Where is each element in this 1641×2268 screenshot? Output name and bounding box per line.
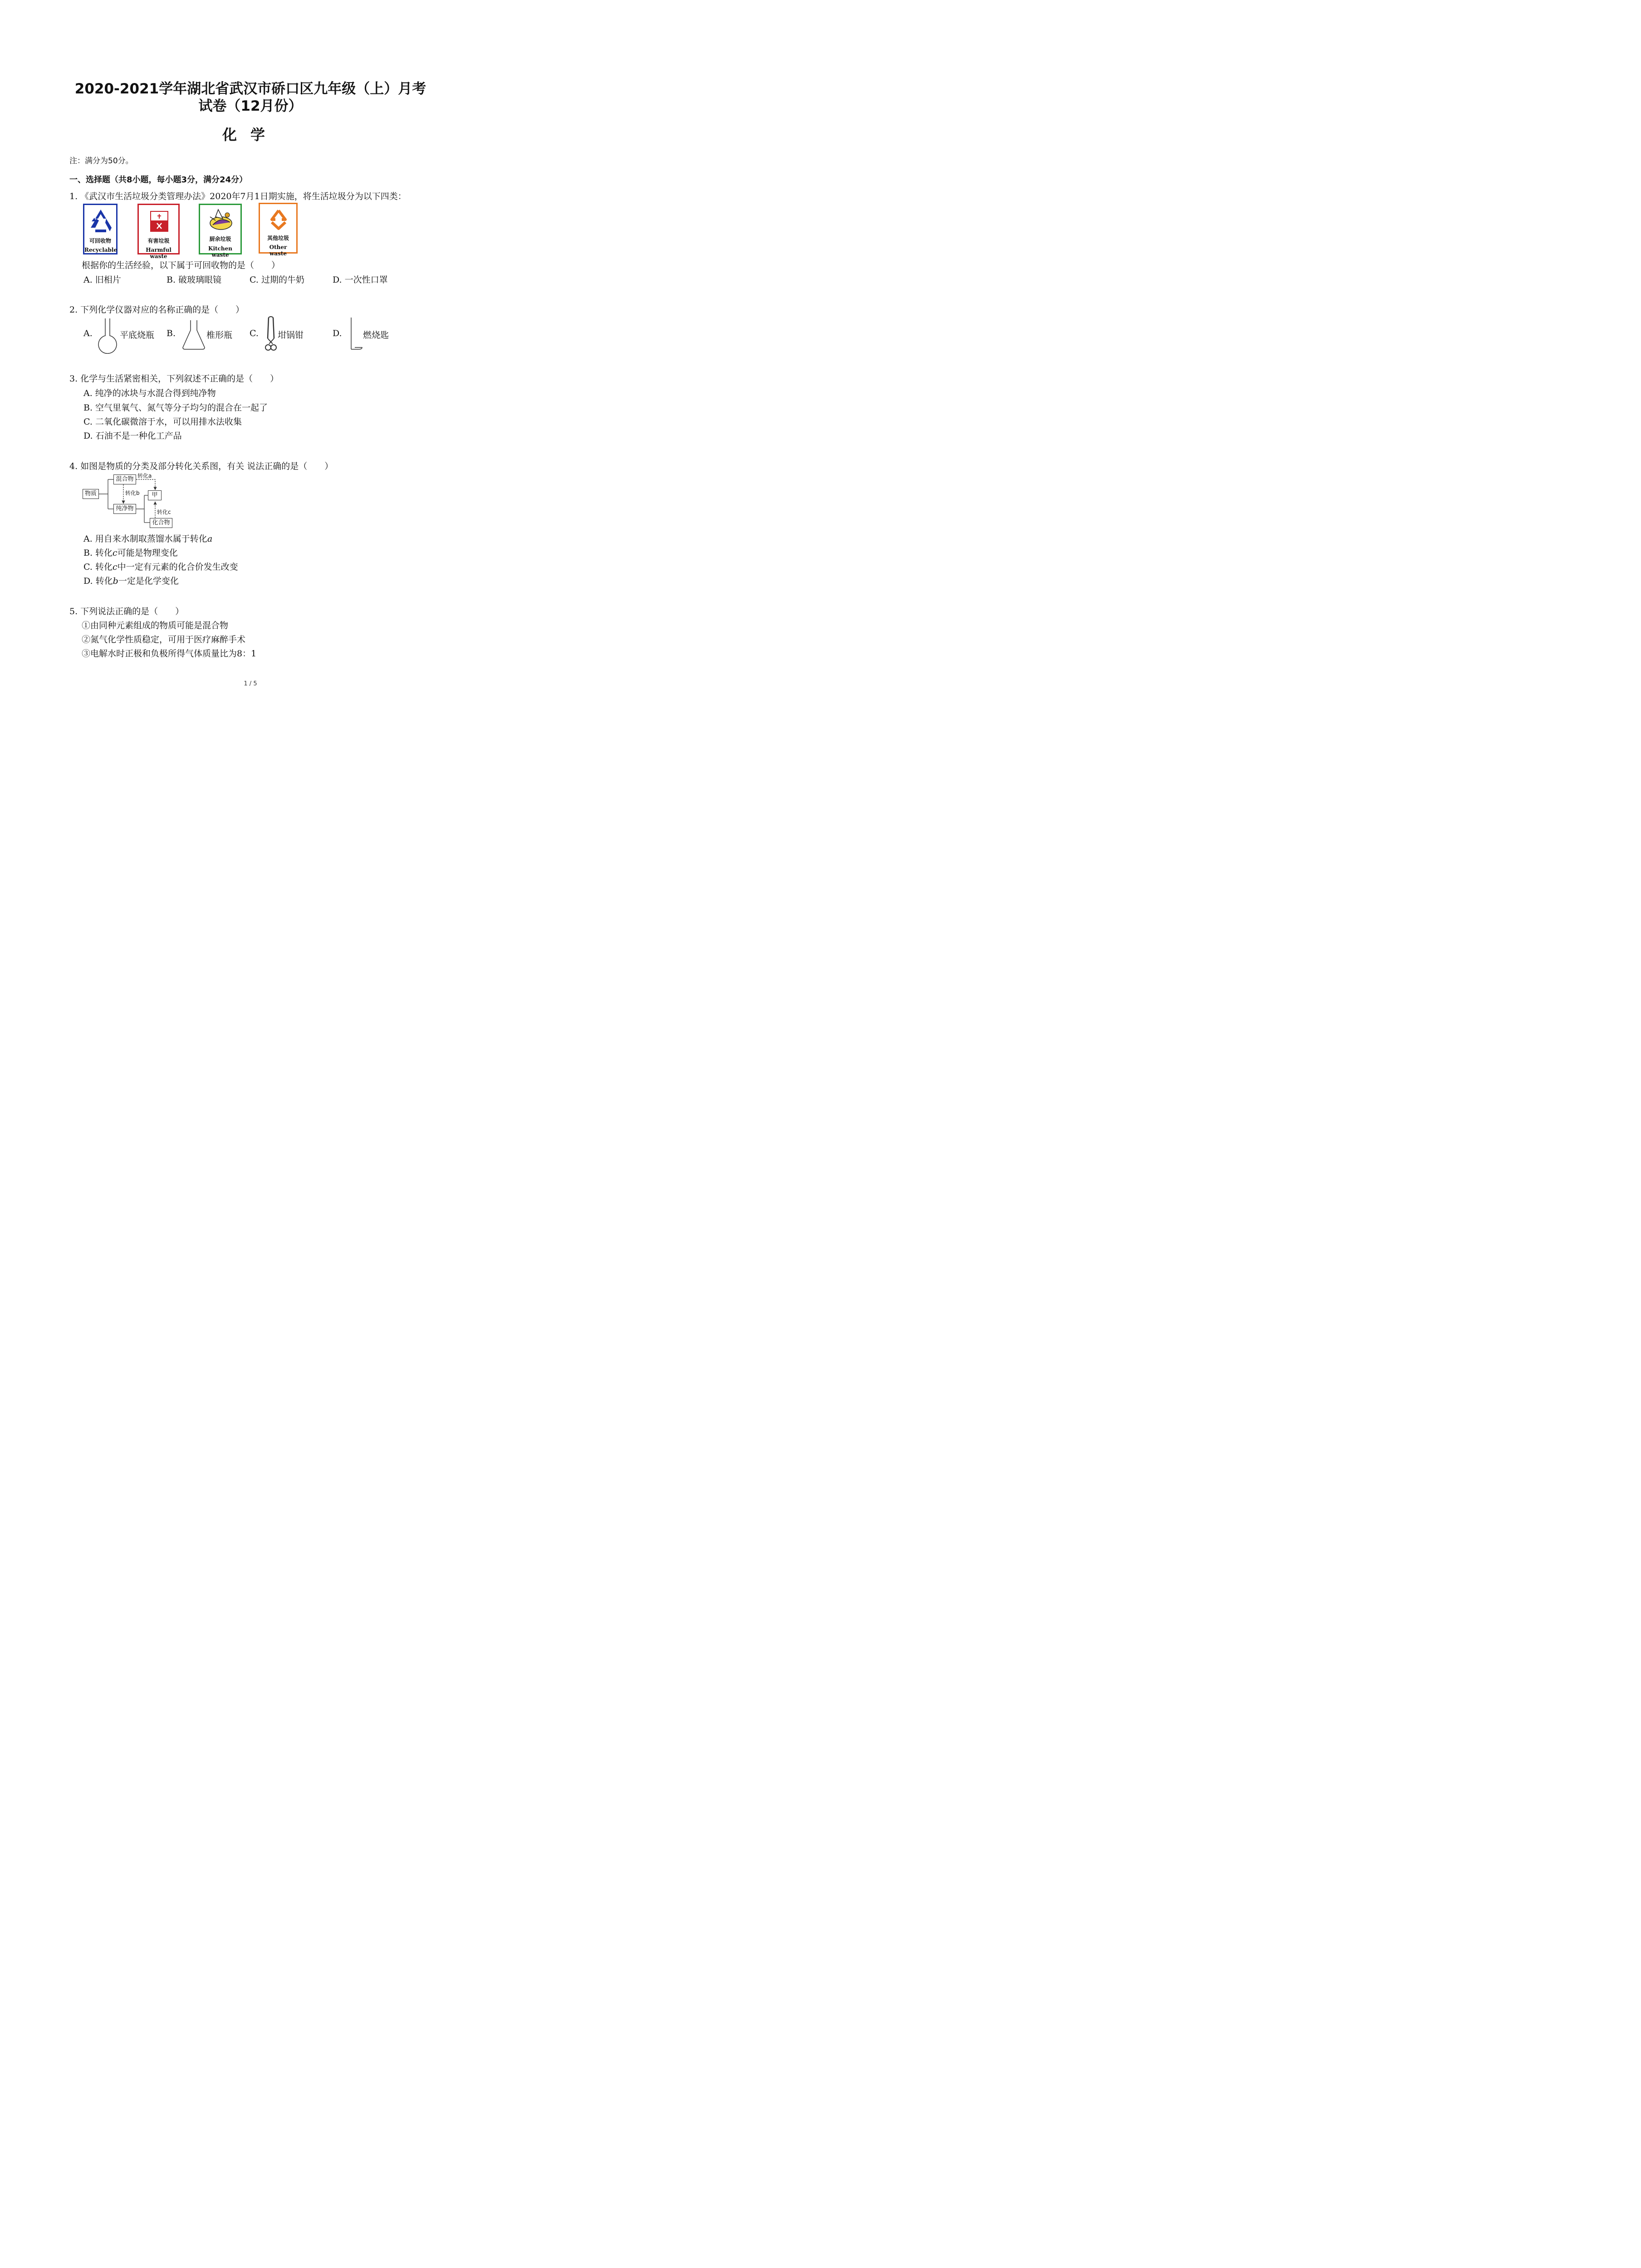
q1-option-b: B. 破玻璃眼镜 (167, 275, 222, 285)
food-scraps-icon (206, 207, 235, 233)
bin-label-en: Harmful waste (146, 247, 171, 259)
recycle-icon (88, 208, 113, 234)
q5-item-1: ①由同种元素组成的物质可能是混合物 (82, 621, 229, 631)
combustion-spoon-icon (348, 317, 365, 353)
q3-option-c: C. 二氧化碳微溶于水，可以用排水法收集 (83, 417, 242, 427)
q1-option-d: D. 一次性口罩 (333, 275, 388, 285)
q3-stem: 3. 化学与生活紧密相关，下列叙述不正确的是（ ） (69, 374, 279, 384)
other-bin (259, 203, 298, 257)
title-line-2: 试卷（12月份） (198, 98, 303, 114)
q2-stem: 2. 下列化学仪器对应的名称正确的是（ ） (69, 305, 245, 315)
q4-stem: 4. 如图是物质的分类及部分转化关系图，有关 说法正确的是（ ） (69, 461, 333, 471)
label-conversion-a: 转化a (137, 473, 152, 479)
crucible-tongs-icon (264, 316, 278, 353)
q2-option-a-letter: A. (83, 328, 93, 338)
classification-diagram (82, 472, 181, 530)
score-note: 注：满分为50分。 (69, 156, 133, 166)
q2-option-a-name: 平底烧瓶 (120, 330, 155, 340)
harmful-bin (137, 204, 180, 259)
page-number: 1 / 5 (244, 680, 257, 687)
q5-stem: 5. 下列说法正确的是（ ） (69, 606, 184, 616)
node-compound: 化合物 (150, 518, 172, 528)
subject-title: 化学 (222, 126, 279, 143)
hazard-bin-icon (150, 210, 169, 233)
q5-item-3: ③电解水时正极和负极所得气体质量比为8：1 (82, 649, 257, 659)
bin-label-en: Other waste (269, 244, 287, 257)
bin-label-cn: 可回收物 (89, 238, 111, 244)
bin-label-en: Kitchen waste (208, 245, 232, 258)
q1-option-a: A. 旧相片 (83, 275, 121, 285)
bin-label-cn: 厨余垃圾 (209, 236, 231, 242)
recyclable-bin (83, 204, 118, 254)
bin-label-cn: 有害垃圾 (147, 238, 170, 244)
bin-label-cn: 其他垃圾 (267, 235, 289, 241)
bin-label-en: Recyclable (84, 247, 118, 253)
q1-option-c: C. 过期的牛奶 (250, 275, 304, 285)
node-jia: 甲 (148, 490, 162, 500)
q4-option-d: D. 转化b一定是化学变化 (83, 576, 179, 586)
q1-question: 根据你的生活经验，以下属于可回收物的是（ ） (82, 260, 280, 270)
q1-stem: 1. 《武汉市生活垃圾分类管理办法》2020年7月1日期实施，将生活垃圾分为以下四类： (69, 191, 407, 201)
q4-option-c: C. 转化c中一定有元素的化合价发生改变 (83, 562, 238, 572)
section-heading: 一、选择题（共8小题，每小题3分，满分24分） (69, 175, 248, 185)
node-substance: 物质 (83, 489, 99, 499)
q2-option-b-letter: B. (167, 328, 176, 338)
q5-item-2: ②氮气化学性质稳定，可用于医疗麻醉手术 (82, 635, 246, 645)
q3-option-a: A. 纯净的冰块与水混合得到纯净物 (83, 388, 216, 398)
q2-option-d-letter: D. (333, 328, 342, 338)
node-pure-substance: 纯净物 (113, 504, 136, 514)
q3-option-b: B. 空气里氧气、氮气等分子均匀的混合在一起了 (83, 403, 268, 413)
q4-option-a: A. 用自来水制取蒸馏水属于转化a (83, 534, 213, 544)
label-conversion-b: 转化b (125, 490, 140, 496)
conical-flask-icon (181, 319, 206, 350)
label-conversion-c: 转化c (157, 509, 171, 515)
title-line-1: 2020-2021学年湖北省武汉市硚口区九年级（上）月考 (74, 81, 426, 97)
q4-option-b: B. 转化c可能是物理变化 (83, 548, 178, 558)
q2-option-b-name: 椎形瓶 (206, 330, 233, 340)
q2-option-c-name: 坩锅钳 (278, 330, 304, 340)
node-mixture: 混合物 (113, 474, 136, 484)
other-waste-icon (268, 209, 289, 231)
kitchen-bin (199, 204, 242, 258)
round-flask-icon (96, 318, 119, 354)
q2-option-c-letter: C. (250, 328, 259, 338)
q3-option-d: D. 石油不是一种化工产品 (83, 431, 182, 441)
q2-option-d-name: 燃烧匙 (363, 330, 389, 340)
